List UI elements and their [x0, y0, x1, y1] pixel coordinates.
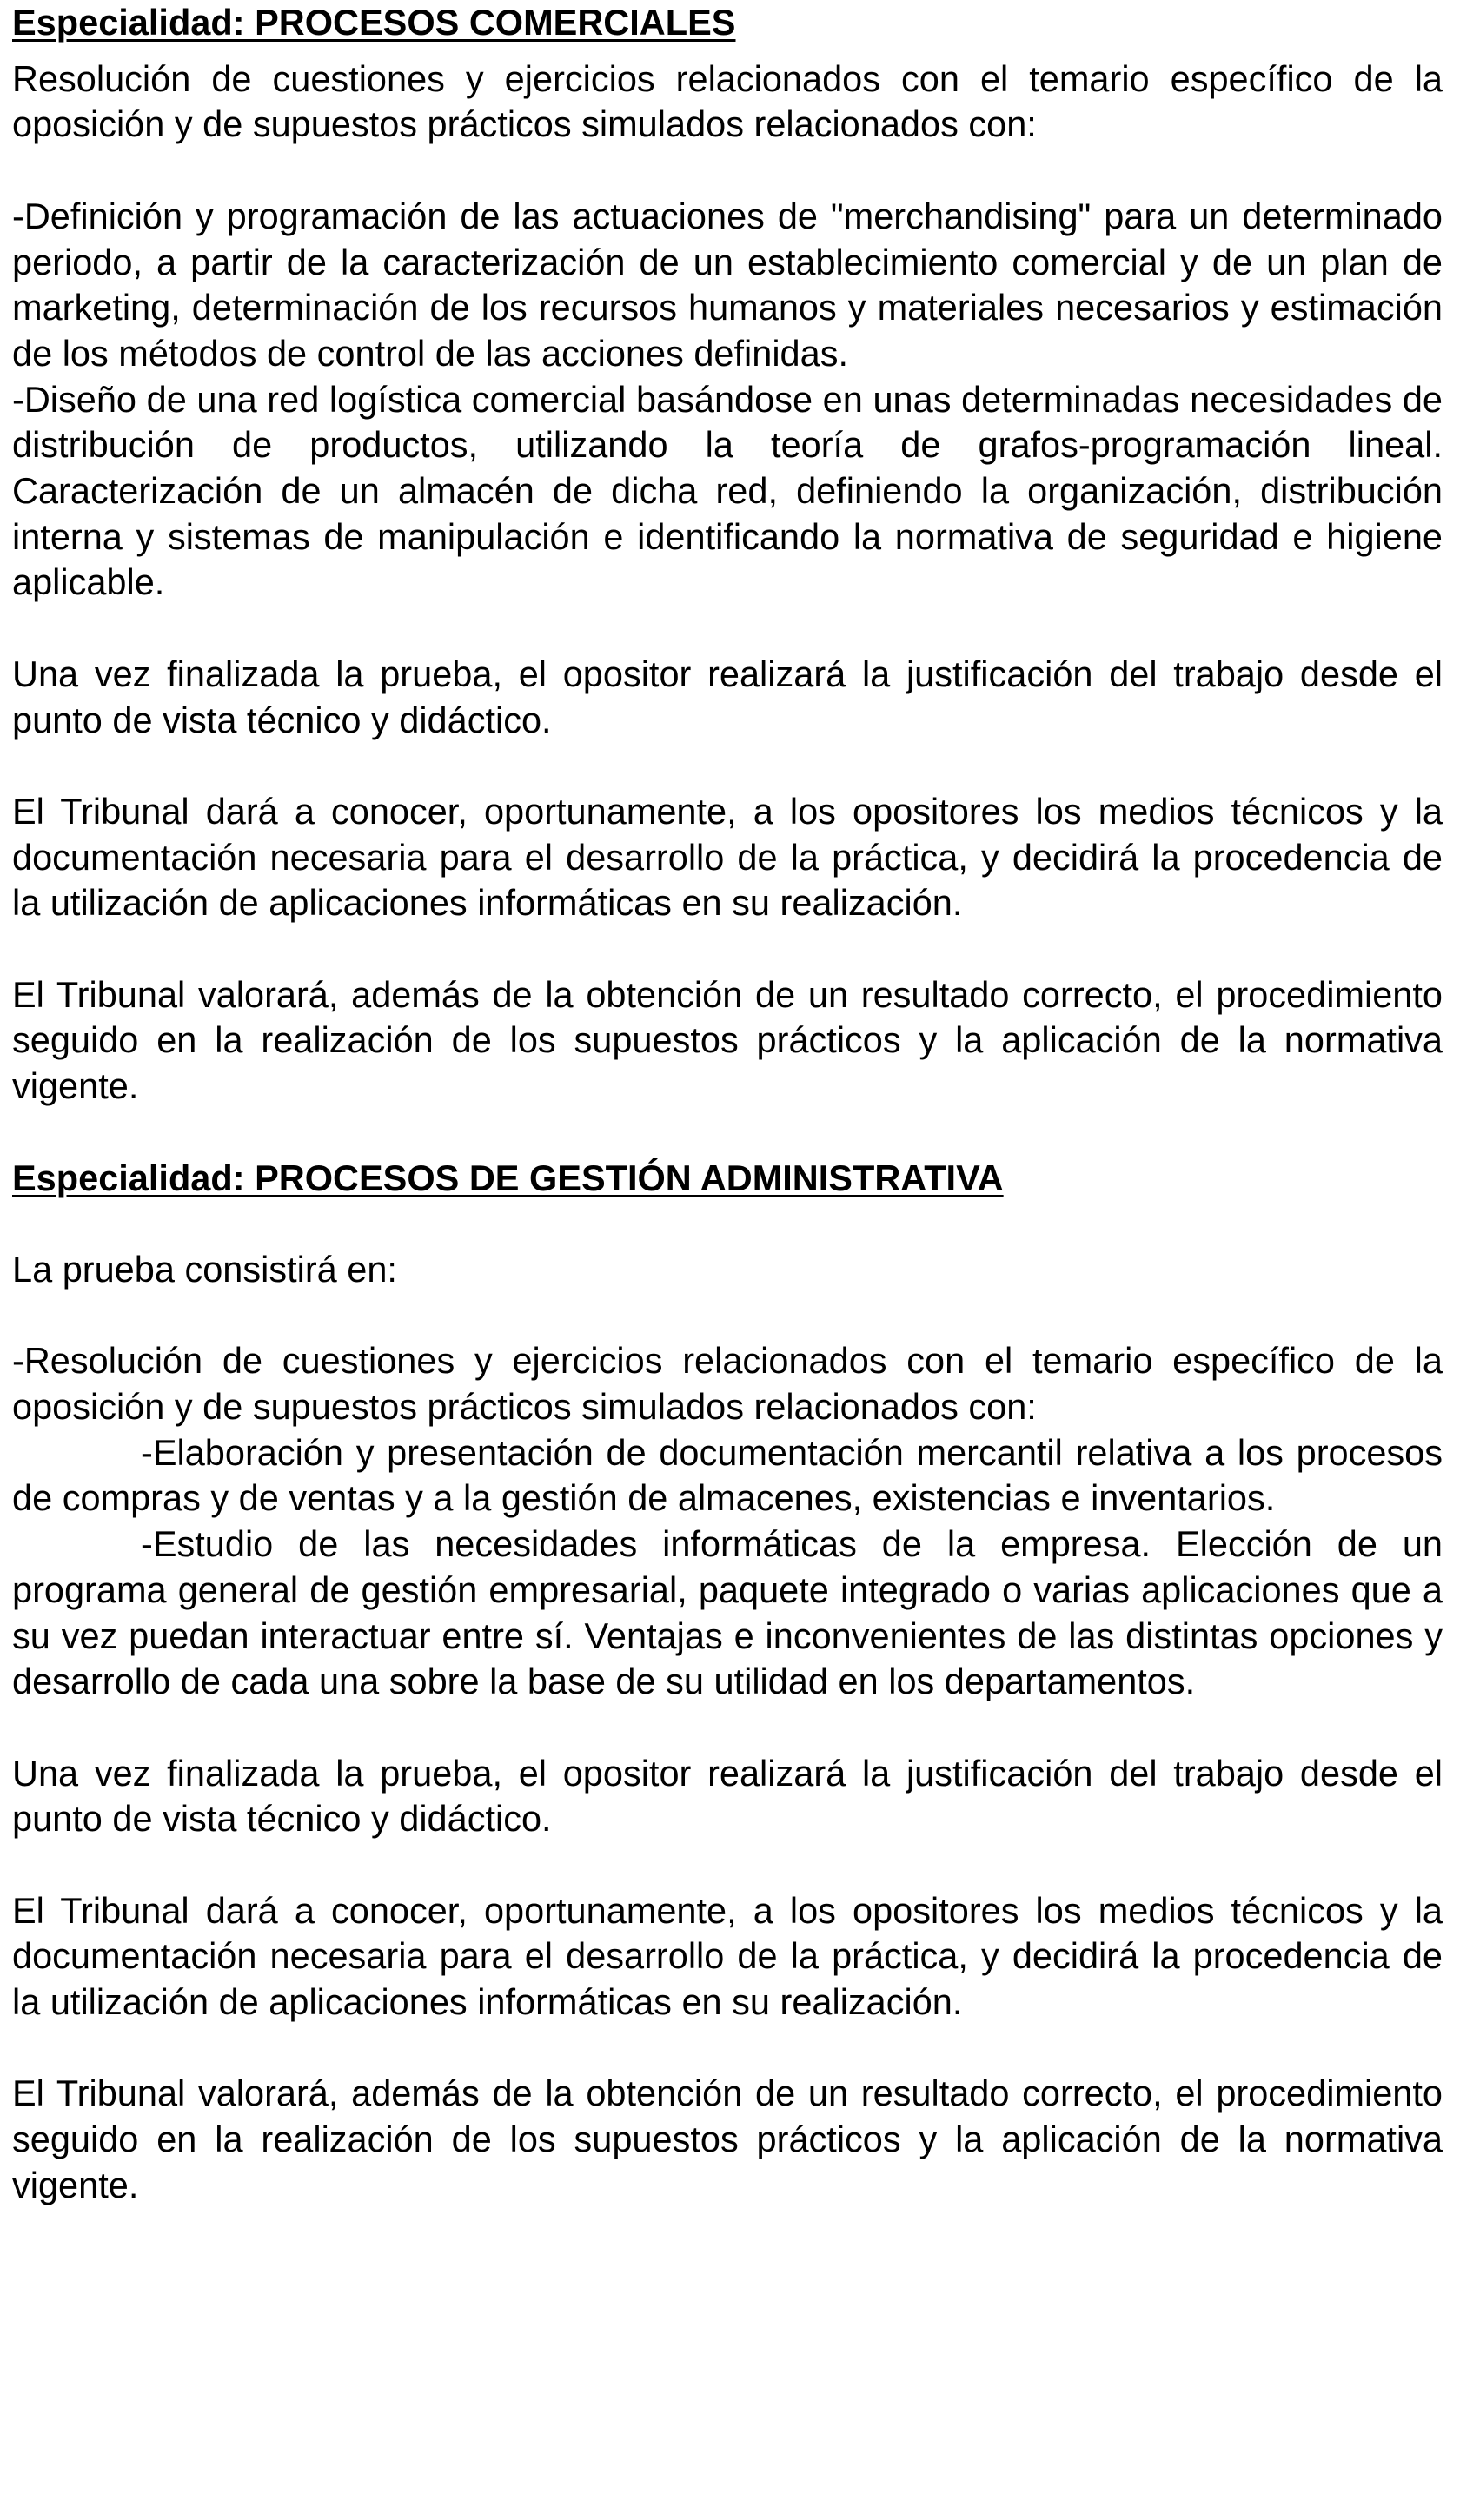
- document-page: [12, 0, 1443, 2209]
- section-heading-gestion-administrativa: Especialidad: PROCESOS DE GESTIÓN ADMINISTRATIVA: [12, 1157, 1004, 1198]
- section-2-lead: La prueba consistirá en:: [12, 1248, 397, 1290]
- section-2-item-documentation: -Elaboración y presentación de documentación mercantil relativa a los procesos de compras y de ventas y a la gestión de almacenes, existencias e inventarios.: [12, 1431, 1443, 1519]
- section-2-justification: Una vez finalizada la prueba, el opositor realizará la justificación del trabajo desde el punto de vista técnico y didáctico.: [12, 1752, 1443, 1840]
- section-1-item-logistics: -Diseño de una red logística comercial basándose en unas determinadas necesidades de distribución de productos, utilizando la teoría de grafos-programación lineal. Caracterización de un almacén de dicha red, definiendo la organización, distribución interna y sistemas de manipulación e identificando la normativa de seguridad e higiene aplicable.: [12, 378, 1443, 603]
- section-heading-procesos-comerciales: Especialidad: PROCESOS COMERCIALES: [12, 2, 736, 43]
- section-2-item-it-needs: -Estudio de las necesidades informáticas de la empresa. Elección de un programa general de gestión empresarial, paquete integrado o varias aplicaciones que a su vez puedan interactuar entre sí. Ventajas e inconvenientes de las distintas opciones y desarrollo de cada una sobre la base de su utilidad en los departamentos.: [12, 1523, 1443, 1702]
- section-1-tribunal-means: El Tribunal dará a conocer, oportunamente, a los opositores los medios técnicos y la documentación necesaria para el desarrollo de la práctica, y decidirá la procedencia de la utilización de aplicaciones informáticas en su realización.: [12, 790, 1443, 924]
- section-2-tribunal-means: El Tribunal dará a conocer, oportunamente, a los opositores los medios técnicos y la documentación necesaria para el desarrollo de la práctica, y decidirá la procedencia de la utilización de aplicaciones informáticas en su realización.: [12, 1889, 1443, 2023]
- section-1-tribunal-assessment: El Tribunal valorará, además de la obtención de un resultado correcto, el procedimiento seguido en la realización de los supuestos prácticos y la aplicación de la normativa vigente.: [12, 973, 1443, 1107]
- section-1-justification: Una vez finalizada la prueba, el opositor realizará la justificación del trabajo desde el punto de vista técnico y didáctico.: [12, 653, 1443, 740]
- section-1-intro: Resolución de cuestiones y ejercicios relacionados con el temario específico de la oposición y de supuestos prácticos simulados relacionados con:: [12, 57, 1443, 145]
- section-1-item-merchandising: -Definición y programación de las actuaciones de "merchandising" para un determinado periodo, a partir de la caracterización de un establecimiento comercial y de un plan de marketing, determinación de los recursos humanos y materiales necesarios y estimación de los métodos de control de las acciones definidas.: [12, 195, 1443, 374]
- section-2-tribunal-assessment: El Tribunal valorará, además de la obtención de un resultado correcto, el procedimiento seguido en la realización de los supuestos prácticos y la aplicación de la normativa vigente.: [12, 2072, 1443, 2205]
- section-2-intro: -Resolución de cuestiones y ejercicios relacionados con el temario específico de la oposición y de supuestos prácticos simulados relacionados con:: [12, 1340, 1443, 1427]
